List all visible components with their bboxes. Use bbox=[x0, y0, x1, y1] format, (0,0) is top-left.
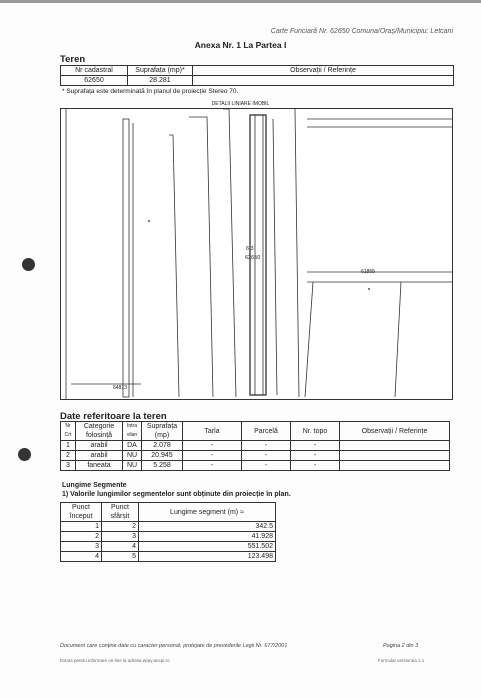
cell: NU bbox=[123, 451, 142, 461]
table-row bbox=[61, 451, 450, 461]
cell bbox=[340, 461, 450, 471]
col-parcela: Parcelă bbox=[242, 422, 291, 441]
table-row bbox=[61, 542, 276, 552]
cell: 20.945 bbox=[142, 451, 183, 461]
parcel-label: 62650 bbox=[245, 255, 261, 261]
footer-legal: Document care conține date cu caracter personal, protejate de prevederile Legii Nr. 677/2001 bbox=[60, 643, 288, 649]
cell: - bbox=[291, 461, 340, 471]
cell: 342.5 bbox=[139, 522, 276, 532]
cell-observatii bbox=[193, 76, 454, 86]
col-nr-crt: Nr Crt bbox=[61, 422, 76, 441]
teren-heading: Teren bbox=[60, 54, 86, 65]
date-teren-table bbox=[60, 421, 450, 471]
cell: 3 bbox=[61, 461, 76, 471]
punch-hole bbox=[18, 448, 31, 461]
cell: 41.928 bbox=[139, 532, 276, 542]
date-teren-heading: Date referitoare la teren bbox=[60, 411, 167, 422]
col-intravilan: Intra vilan bbox=[123, 422, 142, 441]
cell: 2 bbox=[61, 451, 76, 461]
cell: 5 bbox=[102, 552, 139, 562]
cell: arabil bbox=[76, 451, 123, 461]
cell: NU bbox=[123, 461, 142, 471]
cell: - bbox=[183, 451, 242, 461]
cell: 3 bbox=[102, 532, 139, 542]
col-lungime-segment bbox=[139, 503, 276, 522]
cell: 2 bbox=[61, 532, 102, 542]
cell bbox=[340, 441, 450, 451]
teren-table bbox=[60, 65, 454, 86]
footer-page: Pagina 2 din 3 bbox=[383, 643, 419, 649]
map-caption: DETALII LINIARE IMOBIL bbox=[211, 101, 270, 107]
segmente-subheading: 1) Valorile lungimilor segmentelor sunt obținute din proiecție în plan. bbox=[62, 491, 291, 498]
cell: - bbox=[242, 461, 291, 471]
page-edge bbox=[0, 0, 481, 3]
cell: - bbox=[242, 441, 291, 451]
cell: faneata bbox=[76, 461, 123, 471]
cell: arabil bbox=[76, 441, 123, 451]
cell: 4 bbox=[61, 552, 102, 562]
cell: - bbox=[242, 451, 291, 461]
table-row bbox=[61, 441, 450, 451]
cell: 123.498 bbox=[139, 552, 276, 562]
segmente-heading: Lungime Segmente bbox=[62, 482, 127, 489]
neighbor-label-bottom: 64813 bbox=[113, 385, 127, 391]
stereo-note: * Suprafața este determinată în planul de proiecție Stereo 70. bbox=[62, 88, 239, 95]
cell: 2.078 bbox=[142, 441, 183, 451]
segmente-table bbox=[60, 502, 276, 562]
col-tarla: Tarla bbox=[183, 422, 242, 441]
footer-version: Formular versiunea 1.1 bbox=[378, 658, 425, 663]
footer-epay: Extras pentru informare on-line la adresa epay.ancpi.ro bbox=[60, 658, 170, 663]
table-row bbox=[61, 552, 276, 562]
table-row bbox=[61, 522, 276, 532]
cell: - bbox=[291, 441, 340, 451]
parcel-map bbox=[60, 108, 453, 400]
approx-glyph: ≈ bbox=[240, 508, 244, 516]
col-punct-inceput: Punct început bbox=[61, 503, 102, 522]
cell: 4 bbox=[102, 542, 139, 552]
col-suprafata: Suprafața (mp)* bbox=[128, 66, 193, 76]
table-row bbox=[61, 461, 450, 471]
num-top-label: 6|3 bbox=[246, 246, 254, 252]
cell: 551.502 bbox=[139, 542, 276, 552]
col-nr-cadastral: Nr cadastral bbox=[61, 66, 128, 76]
col-categorie: Categorie folosință bbox=[76, 422, 123, 441]
cell bbox=[340, 451, 450, 461]
col-suprafata-mp: Suprafața (mp) bbox=[142, 422, 183, 441]
carte-funciara-header: Carte Funciară Nr. 62650 Comuna/Oraș/Municipiu: Letcani bbox=[270, 28, 453, 35]
punch-hole bbox=[22, 258, 35, 271]
page-title: Anexa Nr. 1 La Partea I bbox=[194, 40, 287, 50]
cell: 3 bbox=[61, 542, 102, 552]
col-observatii: Observații / Referințe bbox=[193, 66, 454, 76]
cell: 1 bbox=[61, 522, 102, 532]
cell-nr-cadastral: 62650 bbox=[61, 76, 128, 86]
col-observatii-referinte: Observații / Referințe bbox=[340, 422, 450, 441]
table-row bbox=[61, 532, 276, 542]
col-punct-sfarsit: Punct sfârșit bbox=[102, 503, 139, 522]
cell: - bbox=[183, 441, 242, 451]
cell: 1 bbox=[61, 441, 76, 451]
cell-suprafata: 28.281 bbox=[128, 76, 193, 86]
cell: - bbox=[291, 451, 340, 461]
col-nr-topo: Nr. topo bbox=[291, 422, 340, 441]
cell: 5.258 bbox=[142, 461, 183, 471]
cell: DA bbox=[123, 441, 142, 451]
neighbor-label-right: 61855 bbox=[361, 269, 375, 275]
cell: - bbox=[183, 461, 242, 471]
cell: 2 bbox=[102, 522, 139, 532]
parcel-map-drawing bbox=[61, 109, 452, 399]
lungime-label: Lungime segment (m) bbox=[170, 508, 239, 516]
